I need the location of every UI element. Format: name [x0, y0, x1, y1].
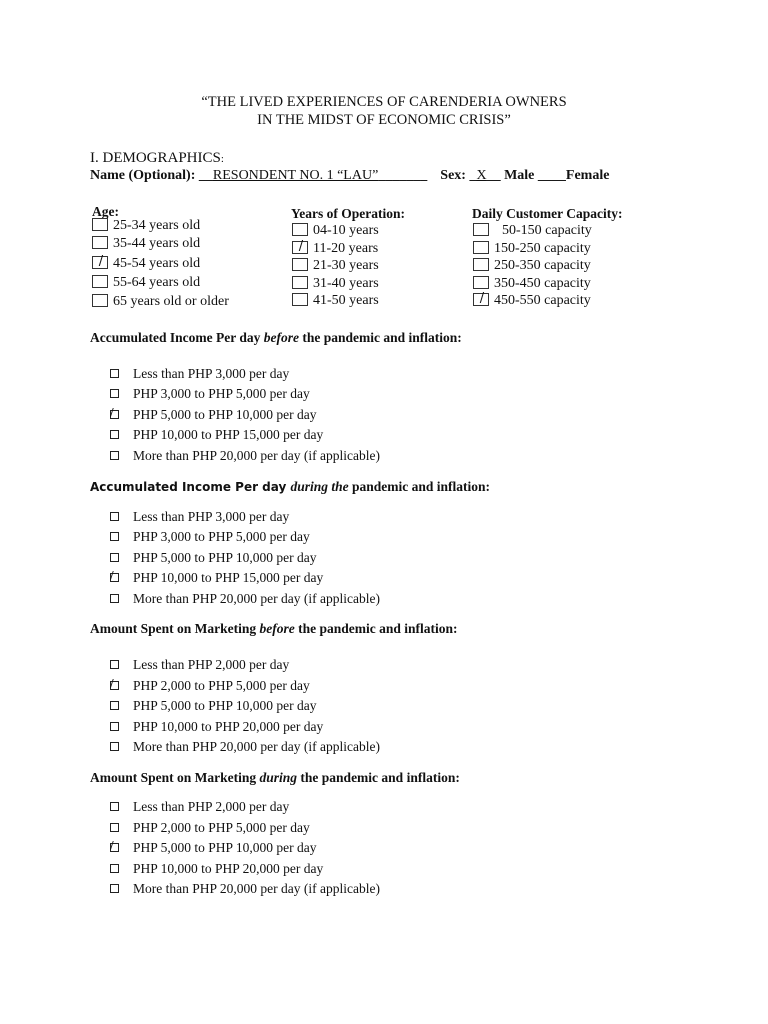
years-heading: Years of Operation:: [291, 206, 405, 221]
sex-male-mark[interactable]: X: [476, 168, 487, 183]
list-item[interactable]: [110, 820, 310, 836]
option-label: PHP 10,000 to PHP 15,000 per day: [133, 427, 324, 442]
age-option[interactable]: [92, 275, 200, 291]
checkbox[interactable]: [92, 236, 108, 249]
years-option[interactable]: [292, 241, 378, 257]
checkbox[interactable]: [110, 864, 119, 873]
question-marketing-during: [90, 770, 460, 786]
age-option-label: 25-34 years old: [113, 218, 201, 233]
sex-blank-post: __: [486, 168, 501, 183]
age-option[interactable]: [92, 218, 200, 234]
checkbox[interactable]: [110, 677, 119, 690]
list-item[interactable]: [110, 657, 289, 673]
list-item[interactable]: [110, 550, 317, 566]
list-item[interactable]: [110, 448, 380, 464]
list-item[interactable]: [110, 799, 289, 815]
question-text: Accumulated Income Per day: [90, 330, 264, 345]
list-item[interactable]: [110, 861, 323, 877]
checkbox[interactable]: [110, 532, 119, 541]
female-blank[interactable]: ____: [537, 168, 566, 183]
checkbox[interactable]: [92, 275, 108, 288]
years-option[interactable]: [292, 258, 379, 274]
checkbox[interactable]: [92, 218, 108, 231]
list-item[interactable]: [110, 570, 323, 586]
capacity-option-label: 350-450 capacity: [494, 276, 591, 291]
question-text: pandemic and inflation:: [348, 479, 491, 494]
question-text: Amount Spent on Marketing: [90, 770, 260, 785]
option-label: Less than PHP 3,000 per day: [133, 509, 290, 524]
checkbox[interactable]: [473, 276, 489, 289]
checkbox[interactable]: [292, 258, 308, 271]
option-label: PHP 5,000 to PHP 10,000 per day: [133, 698, 317, 713]
years-option-label: 11-20 years: [313, 241, 379, 256]
question-marketing-before: [90, 621, 458, 637]
question-text: Accumulated Income Per day: [90, 480, 291, 494]
checkbox[interactable]: [110, 430, 119, 439]
checkbox[interactable]: [110, 406, 119, 419]
question-income-before: [90, 330, 462, 346]
years-option-label: 31-40 years: [313, 276, 379, 291]
years-option[interactable]: [292, 223, 379, 239]
checkbox[interactable]: [110, 701, 119, 710]
list-item[interactable]: [110, 366, 289, 382]
checkbox[interactable]: [92, 294, 108, 307]
option-label: PHP 3,000 to PHP 5,000 per day: [133, 529, 310, 544]
years-option-label: 04-10 years: [313, 223, 379, 238]
section-heading: [90, 150, 224, 167]
capacity-option-label: 450-550 capacity: [494, 293, 591, 308]
option-label: Less than PHP 2,000 per day: [133, 799, 290, 814]
checkbox[interactable]: [110, 742, 119, 751]
list-item[interactable]: [110, 881, 380, 897]
option-label: More than PHP 20,000 per day (if applicable): [133, 739, 380, 754]
age-option-label: 35-44 years old: [113, 236, 201, 251]
option-label: PHP 5,000 to PHP 10,000 per day: [133, 840, 317, 855]
check-mark: /: [110, 406, 114, 419]
capacity-option-label: 150-250 capacity: [494, 241, 591, 256]
checkbox[interactable]: [473, 293, 489, 306]
list-item[interactable]: [110, 678, 310, 694]
question-income-during: [90, 479, 490, 495]
checkbox[interactable]: [110, 839, 119, 852]
name-label: Name (Optional):: [90, 168, 196, 183]
question-emphasis: before: [263, 330, 299, 345]
capacity-option-label: 50-150 capacity: [502, 223, 592, 238]
sex-blank-pre: _: [469, 168, 477, 183]
question-text: the pandemic and inflation:: [294, 621, 458, 636]
check-mark: /: [98, 254, 104, 269]
checkbox[interactable]: [473, 241, 489, 254]
checkbox[interactable]: [110, 823, 119, 832]
check-mark: /: [298, 239, 304, 254]
capacity-option[interactable]: [473, 276, 591, 292]
name-value[interactable]: RESONDENT NO. 1 “LAU”: [212, 168, 379, 183]
checkbox[interactable]: [110, 512, 119, 521]
years-option-label: 21-30 years: [313, 258, 379, 273]
option-label: Less than PHP 2,000 per day: [133, 657, 290, 672]
sex-label: Sex:: [440, 168, 466, 183]
age-option[interactable]: [92, 256, 200, 272]
option-label: PHP 10,000 to PHP 20,000 per day: [133, 719, 324, 734]
list-item[interactable]: [110, 591, 380, 607]
checkbox[interactable]: [110, 802, 119, 811]
age-option-label: 65 years old or older: [113, 294, 229, 309]
section-label: I. DEMOGRAPHICS: [90, 150, 221, 166]
checkbox[interactable]: [110, 722, 119, 731]
option-label: PHP 10,000 to PHP 15,000 per day: [133, 570, 324, 585]
question-emphasis: during: [259, 770, 298, 785]
checkbox[interactable]: [110, 369, 119, 378]
checkbox[interactable]: [292, 293, 308, 306]
checkbox[interactable]: [473, 223, 489, 236]
age-heading: Age:: [92, 204, 119, 219]
age-option-label: 45-54 years old: [113, 256, 201, 271]
option-label: PHP 5,000 to PHP 10,000 per day: [133, 407, 317, 422]
years-option[interactable]: [292, 293, 379, 309]
checkbox[interactable]: [92, 256, 108, 269]
male-label: Male: [504, 168, 535, 183]
list-item[interactable]: [110, 739, 380, 755]
checkbox[interactable]: [110, 884, 119, 893]
option-label: PHP 3,000 to PHP 5,000 per day: [133, 386, 310, 401]
checkbox[interactable]: [292, 223, 308, 236]
question-text: Amount Spent on Marketing: [90, 621, 260, 636]
years-option[interactable]: [292, 276, 379, 292]
list-item[interactable]: [110, 509, 289, 525]
checkbox[interactable]: [110, 553, 119, 562]
question-text: the pandemic and inflation:: [297, 770, 460, 785]
checkbox[interactable]: [110, 660, 119, 669]
checkbox[interactable]: [110, 451, 119, 460]
list-item[interactable]: [110, 529, 310, 545]
list-item[interactable]: [110, 719, 323, 735]
option-label: PHP 2,000 to PHP 5,000 per day: [133, 820, 310, 835]
check-mark: /: [110, 569, 114, 582]
option-label: PHP 2,000 to PHP 5,000 per day: [133, 678, 310, 693]
check-mark: /: [110, 839, 114, 852]
capacity-option[interactable]: [473, 258, 591, 274]
option-label: Less than PHP 3,000 per day: [133, 366, 290, 381]
checkbox[interactable]: [110, 594, 119, 603]
years-option-label: 41-50 years: [313, 293, 379, 308]
list-item[interactable]: [110, 698, 317, 714]
option-label: PHP 10,000 to PHP 20,000 per day: [133, 861, 324, 876]
capacity-option[interactable]: [473, 241, 591, 257]
option-label: More than PHP 20,000 per day (if applicable): [133, 591, 380, 606]
option-label: More than PHP 20,000 per day (if applicable): [133, 881, 380, 896]
document-title-line-1: “THE LIVED EXPERIENCES OF CARENDERIA OWNERS: [201, 94, 567, 110]
checkbox[interactable]: [292, 241, 308, 254]
option-label: More than PHP 20,000 per day (if applicable): [133, 448, 380, 463]
name-sex-row: [90, 168, 609, 184]
name-underline-pre: __: [198, 168, 213, 183]
checkbox[interactable]: [110, 389, 119, 398]
question-emphasis: during the: [290, 479, 349, 494]
check-mark: /: [479, 291, 485, 306]
capacity-heading: Daily Customer Capacity:: [472, 206, 623, 221]
question-text: the pandemic and inflation:: [298, 330, 462, 345]
list-item[interactable]: [110, 386, 310, 402]
female-label: Female: [565, 168, 610, 183]
question-emphasis: before: [259, 621, 295, 636]
list-item[interactable]: [110, 407, 317, 423]
age-option-label: 55-64 years old: [113, 275, 201, 290]
age-option[interactable]: [92, 294, 229, 310]
checkbox[interactable]: [110, 569, 119, 582]
section-colon: :: [220, 153, 224, 165]
list-item[interactable]: [110, 840, 317, 856]
list-item[interactable]: [110, 427, 323, 443]
document-title-line-2: IN THE MIDST OF ECONOMIC CRISIS”: [257, 112, 511, 128]
checkbox[interactable]: [473, 258, 489, 271]
option-label: PHP 5,000 to PHP 10,000 per day: [133, 550, 317, 565]
check-mark: /: [110, 677, 114, 690]
checkbox[interactable]: [292, 276, 308, 289]
capacity-option-label: 250-350 capacity: [494, 258, 591, 273]
name-underline-post: _______: [378, 168, 428, 183]
capacity-option[interactable]: [473, 223, 592, 239]
capacity-option[interactable]: [473, 293, 591, 309]
age-option[interactable]: [92, 236, 200, 252]
